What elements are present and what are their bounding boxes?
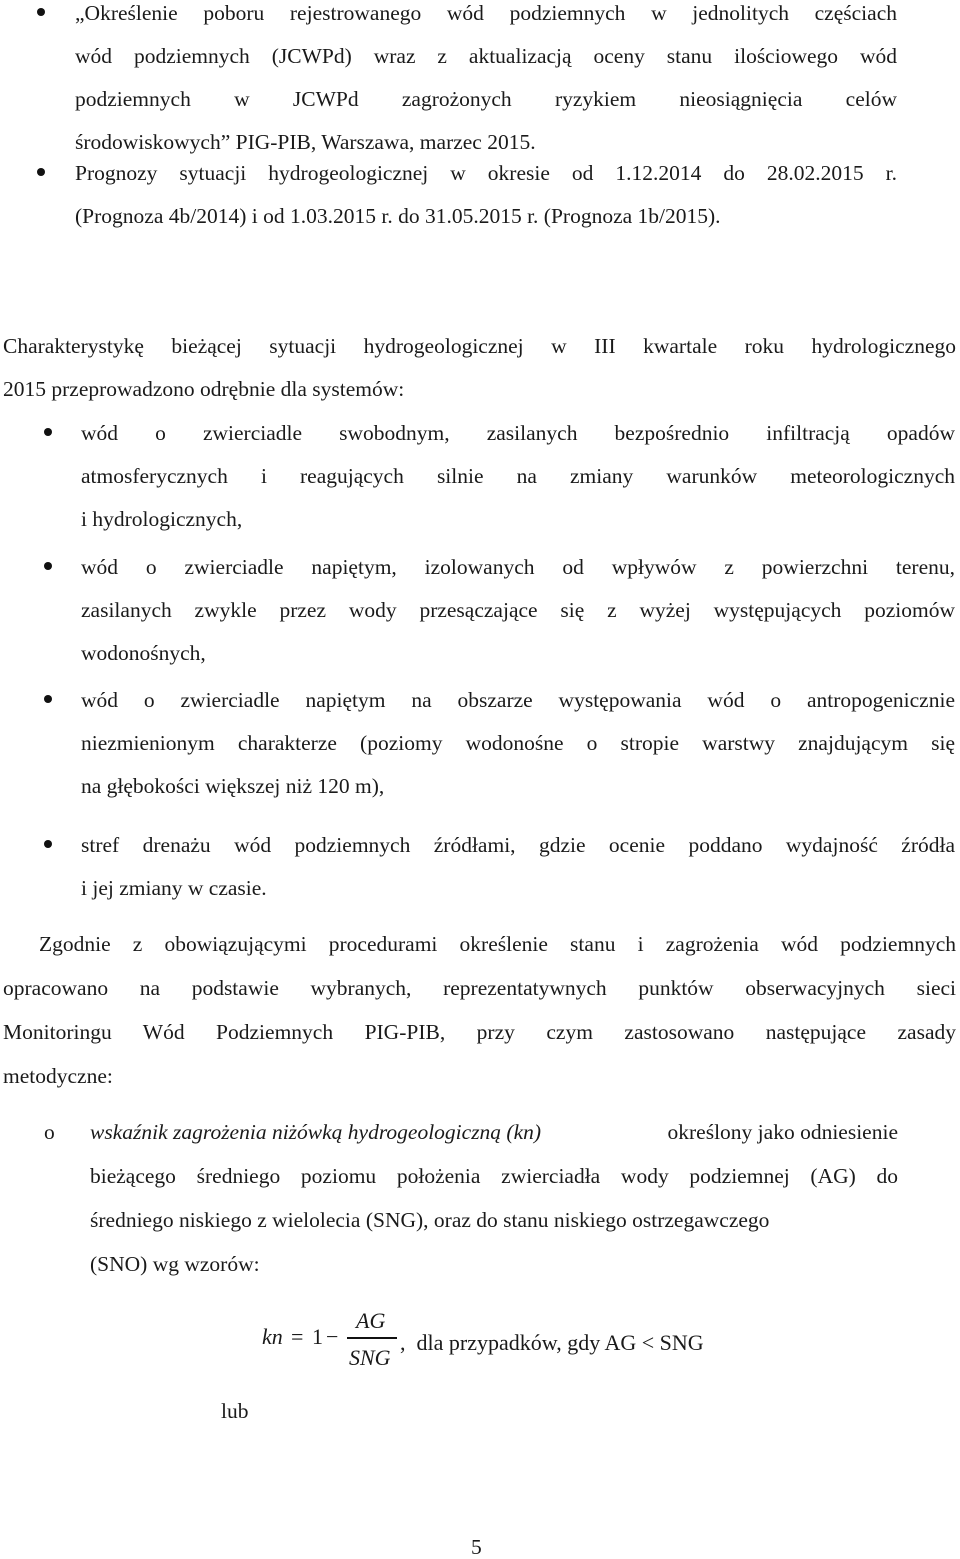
- list-marker-o: o: [44, 1120, 55, 1144]
- para2-line3: Monitoringu Wód Podziemnych PIG-PIB, przy czym zastosowano następujące zasady: [3, 1020, 956, 1044]
- para2-line4: metodyczne:: [3, 1064, 113, 1088]
- bullet-icon: [44, 428, 52, 436]
- para2-line2: opracowano na podstawie wybranych, reprezentatywnych punktów obserwacyjnych sieci: [3, 976, 956, 1000]
- top-item1-line3: podziemnych w JCWPd zagrożonych ryzykiem nieosiągnięcia celów: [75, 87, 897, 111]
- formula-denominator: SNG: [349, 1345, 391, 1370]
- o-item-line4: (SNO) wg wzorów:: [90, 1252, 260, 1276]
- systems-item4-line1: stref drenażu wód podziemnych źródłami, gdzie ocenie poddano wydajność źródła: [81, 833, 955, 857]
- top-item2-line2: (Prognoza 4b/2014) i od 1.03.2015 r. do 31.05.2015 r. (Prognoza 1b/2015).: [75, 204, 721, 228]
- systems-item3-line1: wód o zwierciadle napiętym na obszarze występowania wód o antropogenicznie: [81, 688, 955, 712]
- lub-text: lub: [221, 1399, 249, 1423]
- systems-item2-line3: wodonośnych,: [81, 641, 206, 665]
- bullet-icon: [44, 695, 52, 703]
- formula-minus: −: [326, 1324, 339, 1349]
- systems-item2-line1: wód o zwierciadle napiętym, izolowanych od wpływów z powierzchni terenu,: [81, 555, 955, 579]
- formula-one: 1: [312, 1324, 323, 1349]
- top-item1-line4: środowiskowych” PIG-PIB, Warszawa, marzec 2015.: [75, 130, 536, 154]
- formula-condition: , dla przypadków, gdy AG < SNG: [400, 1330, 704, 1355]
- formula-lhs: kn: [262, 1324, 283, 1349]
- para1-line1: Charakterystykę bieżącej sytuacji hydrogeologicznej w III kwartale roku hydrologicznego: [3, 334, 956, 358]
- o-item-first-rest: określony jako odniesienie: [662, 1120, 898, 1144]
- systems-item4-line2: i jej zmiany w czasie.: [81, 876, 267, 900]
- systems-item1-line1: wód o zwierciadle swobodnym, zasilanych bezpośrednio infiltracją opadów: [81, 421, 955, 445]
- o-item-line3: średniego niskiego z wielolecia (SNG), oraz do stanu niskiego ostrzegawczego: [90, 1208, 770, 1232]
- systems-item2-line2: zasilanych zwykle przez wody przesączające się z wyżej występujących poziomów: [81, 598, 955, 622]
- o-item-line2: bieżącego średniego poziomu położenia zwierciadła wody podziemnej (AG) do: [90, 1164, 898, 1188]
- systems-item3-line2: niezmienionym charakterze (poziomy wodonośne o stropie warstwy znajdującym się: [81, 731, 955, 755]
- top-item2-line1: Prognozy sytuacji hydrogeologicznej w okresie od 1.12.2014 do 28.02.2015 r.: [75, 161, 897, 185]
- systems-item1-line2: atmosferycznych i reagujących silnie na zmiany warunków meteorologicznych: [81, 464, 955, 488]
- bullet-icon: [37, 168, 45, 176]
- para2-line1: Zgodnie z obowiązującymi procedurami określenie stanu i zagrożenia wód podziemnych: [39, 932, 956, 956]
- o-item-line1: [90, 1122, 898, 1144]
- bullet-icon: [44, 840, 52, 848]
- systems-item3-line3: na głębokości większej niż 120 m),: [81, 774, 385, 798]
- bullet-icon: [37, 8, 45, 16]
- o-item-term: wskaźnik zagrożenia niżówką hydrogeologiczną (kn): [90, 1120, 542, 1144]
- bullet-icon: [44, 562, 52, 570]
- top-item1-line1: „Określenie poboru rejestrowanego wód podziemnych w jednolitych częściach: [75, 1, 897, 25]
- page-number: 5: [471, 1535, 482, 1559]
- formula-equals: =: [291, 1324, 304, 1349]
- formula-fraction-bar: [347, 1337, 397, 1339]
- top-item1-line2: wód podziemnych (JCWPd) wraz z aktualizacją oceny stanu ilościowego wód: [75, 44, 897, 68]
- para1-line2: 2015 przeprowadzono odrębnie dla systemów:: [3, 377, 405, 401]
- formula-numerator: AG: [356, 1308, 386, 1333]
- systems-item1-line3: i hydrologicznych,: [81, 507, 243, 531]
